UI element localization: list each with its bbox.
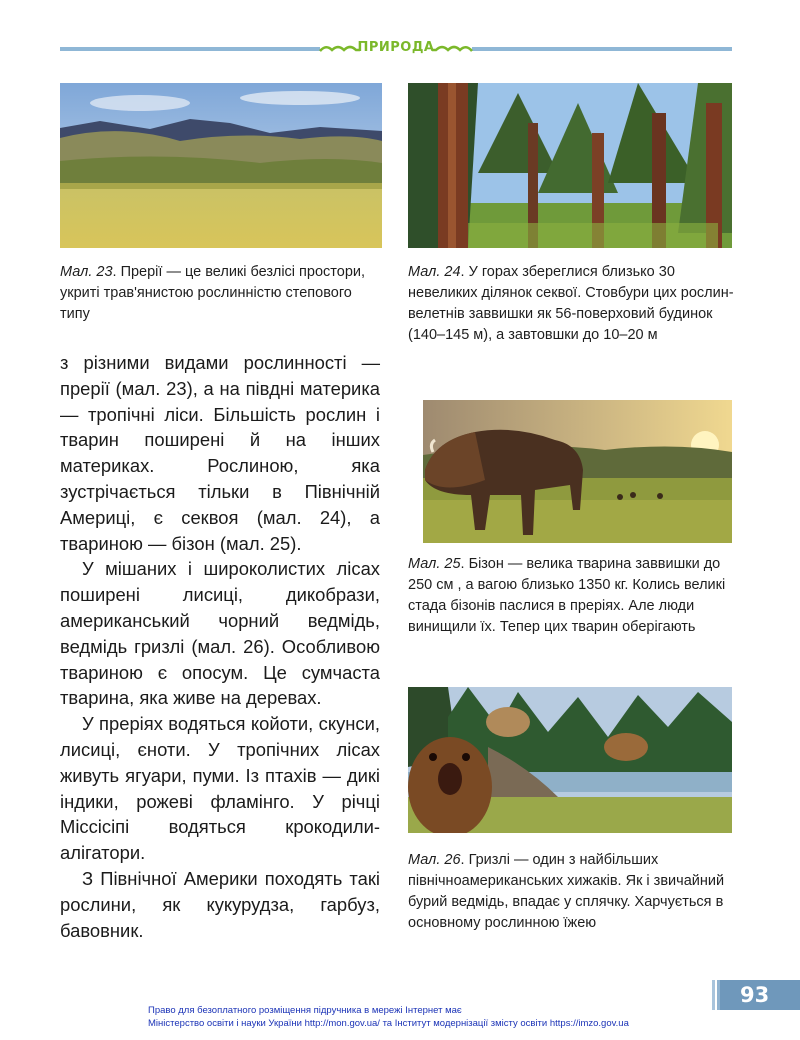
prairie-photo <box>60 83 382 248</box>
footer-line-1: Право для безоплатного розміщення підручника в мережі Інтернет має <box>148 1005 462 1016</box>
figure-23-caption <box>60 262 380 325</box>
section-title: ПРИРОДА <box>357 40 435 55</box>
header-rule-right <box>472 47 732 51</box>
sequoia-photo <box>408 83 732 248</box>
figure-24-text: . У горах збереглися близько 30 невеликих ділянок секвої. Стовбури цих рослин-велетнів заввишки як 56-поверховий будинок (140–145 м), а завтовшки до 10–20 м <box>408 264 734 343</box>
paragraph: У преріях водяться койоти, скунси, лисиці, єноти. У тропічних лісах живуть ягуари, пуми. Із птахів — дикі індики, рожеві фламінго. У річці Міссісіпі водяться крокодили-алігатори. <box>60 713 380 864</box>
figure-24-caption <box>408 262 738 346</box>
figure-23-label: Мал. 23 <box>60 264 113 280</box>
main-text <box>60 350 380 943</box>
figure-23-text: . Прерії — це великі безлісі простори, укриті трав'янистою рослинністю степового типу <box>60 264 366 322</box>
paragraph: з різними видами рослинності — прерії (мал. 23), а на півдні материка — тропічні ліси. Більшість рослин і тварин поширені й на інших материках. Рослиною, яка зустрічається тільки в Північній Америці, є секвоя (мал. 24), а твариною — бізон (мал. 25). <box>60 352 380 554</box>
figure-26-text: . Гризлі — один з найбільших північноамериканських хижаків. Як і звичайний бурий ведмідь, впадає у сплячку. Харчується в основному рослинною їжею <box>408 852 725 931</box>
figure-24-label: Мал. 24 <box>408 264 461 280</box>
page-number: 93 <box>720 980 800 1010</box>
bison-photo <box>405 400 732 543</box>
figure-25-text: . Бізон — велика тварина заввишки до 250 см , а вагою близько 1350 кг. Колись великі стада бізонів паслися в преріях. Але люди винищили їх. Тепер цих тварин оберігають <box>408 556 726 635</box>
figure-25-caption <box>408 554 738 638</box>
header-rule-left <box>60 47 320 51</box>
header-leaf-decoration-right-icon <box>430 44 474 54</box>
figure-26-label: Мал. 26 <box>408 852 461 868</box>
footer-line-2: Міністерство освіти і науки України http://mon.gov.ua/ та Інститут модернізації змісту освіти https://imzo.gov.ua <box>148 1017 629 1029</box>
figure-26-caption <box>408 850 738 934</box>
figure-25-label: Мал. 25 <box>408 556 461 572</box>
footer-notice <box>148 1005 708 1030</box>
paragraph: У мішаних і широколистих лісах поширені лисиці, дикобрази, американський чорний ведмідь, ведмідь гризлі (мал. 26). Особливою твариною є опосум. Це сумчаста тварина, яка живе на деревах. <box>60 558 380 709</box>
paragraph: З Північної Америки походять такі рослини, як кукурудза, гарбуз, бавовник. <box>60 867 380 941</box>
grizzly-photo <box>408 687 732 833</box>
